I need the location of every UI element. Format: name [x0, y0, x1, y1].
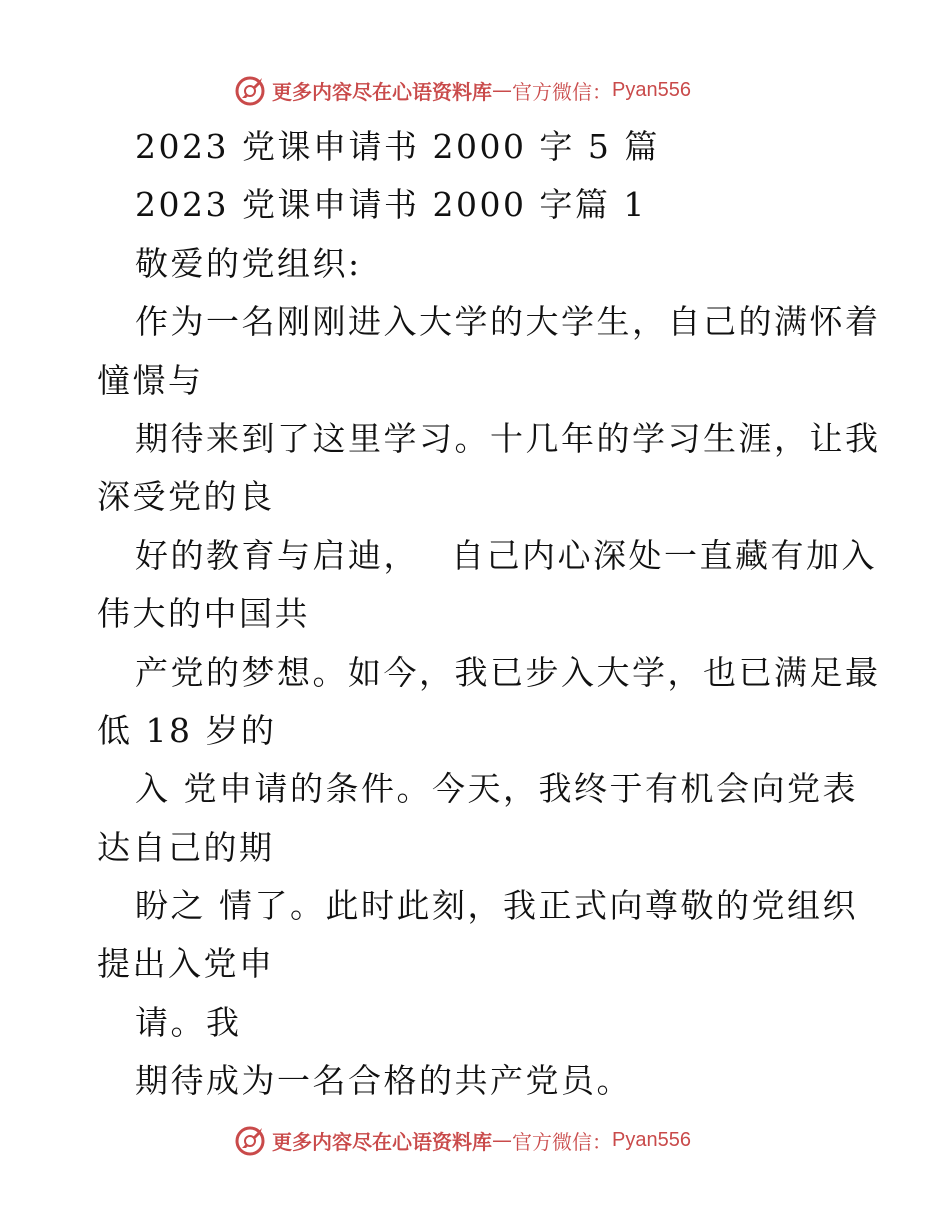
- footer-watermark-banner: [232, 1120, 691, 1160]
- body-line: 入 党申请的条件。今天，我终于有机会向党表: [135, 769, 858, 809]
- quill-logo-icon: [232, 1122, 268, 1158]
- body-line: 好的教育与启迪， 自己内心深处一直藏有加入: [135, 535, 877, 575]
- body-line: 产党的梦想。如今，我已步入大学，也已满足最: [135, 652, 881, 692]
- watermark-separator: —: [492, 1128, 512, 1152]
- watermark-sub-text: 官方微信：: [512, 79, 612, 104]
- salutation: 敬爱的党组织:: [135, 243, 362, 283]
- body-line: 深受党的良: [97, 477, 275, 517]
- body-line: 作为一名刚刚进入大学的大学生，自己的满怀着: [135, 302, 881, 342]
- watermark-wechat-id: Pyan556: [612, 78, 691, 101]
- document-body: [97, 118, 881, 1111]
- watermark-wechat-id: Pyan556: [612, 1128, 691, 1151]
- body-line: 伟大的中国共: [97, 594, 310, 634]
- body-line: 达自己的期: [97, 827, 275, 867]
- body-line: 提出入党申: [97, 944, 275, 984]
- doc-title: 2023 党课申请书 2000 字 5 篇: [135, 127, 660, 166]
- watermark-main-text: 更多内容尽在心语资料库: [272, 1129, 492, 1154]
- section-heading: 2023 党课申请书 2000 字篇 1: [135, 185, 647, 225]
- body-line: 请。我: [135, 1002, 242, 1042]
- body-line: 期待来到了这里学习。十几年的学习生涯，让我: [135, 418, 881, 458]
- watermark-sub-text: 官方微信：: [512, 1129, 612, 1154]
- watermark-separator: —: [492, 78, 512, 102]
- quill-logo-icon: [232, 72, 268, 108]
- watermark-main-text: 更多内容尽在心语资料库: [272, 79, 492, 104]
- body-line: 低 18 岁的: [97, 710, 277, 750]
- header-watermark-banner: [232, 70, 691, 110]
- body-line: 憧憬与: [97, 360, 204, 400]
- body-line: 期待成为一名合格的共产党员。: [135, 1061, 632, 1101]
- body-line: 盼之 情了。此时此刻，我正式向尊敬的党组织: [135, 886, 858, 926]
